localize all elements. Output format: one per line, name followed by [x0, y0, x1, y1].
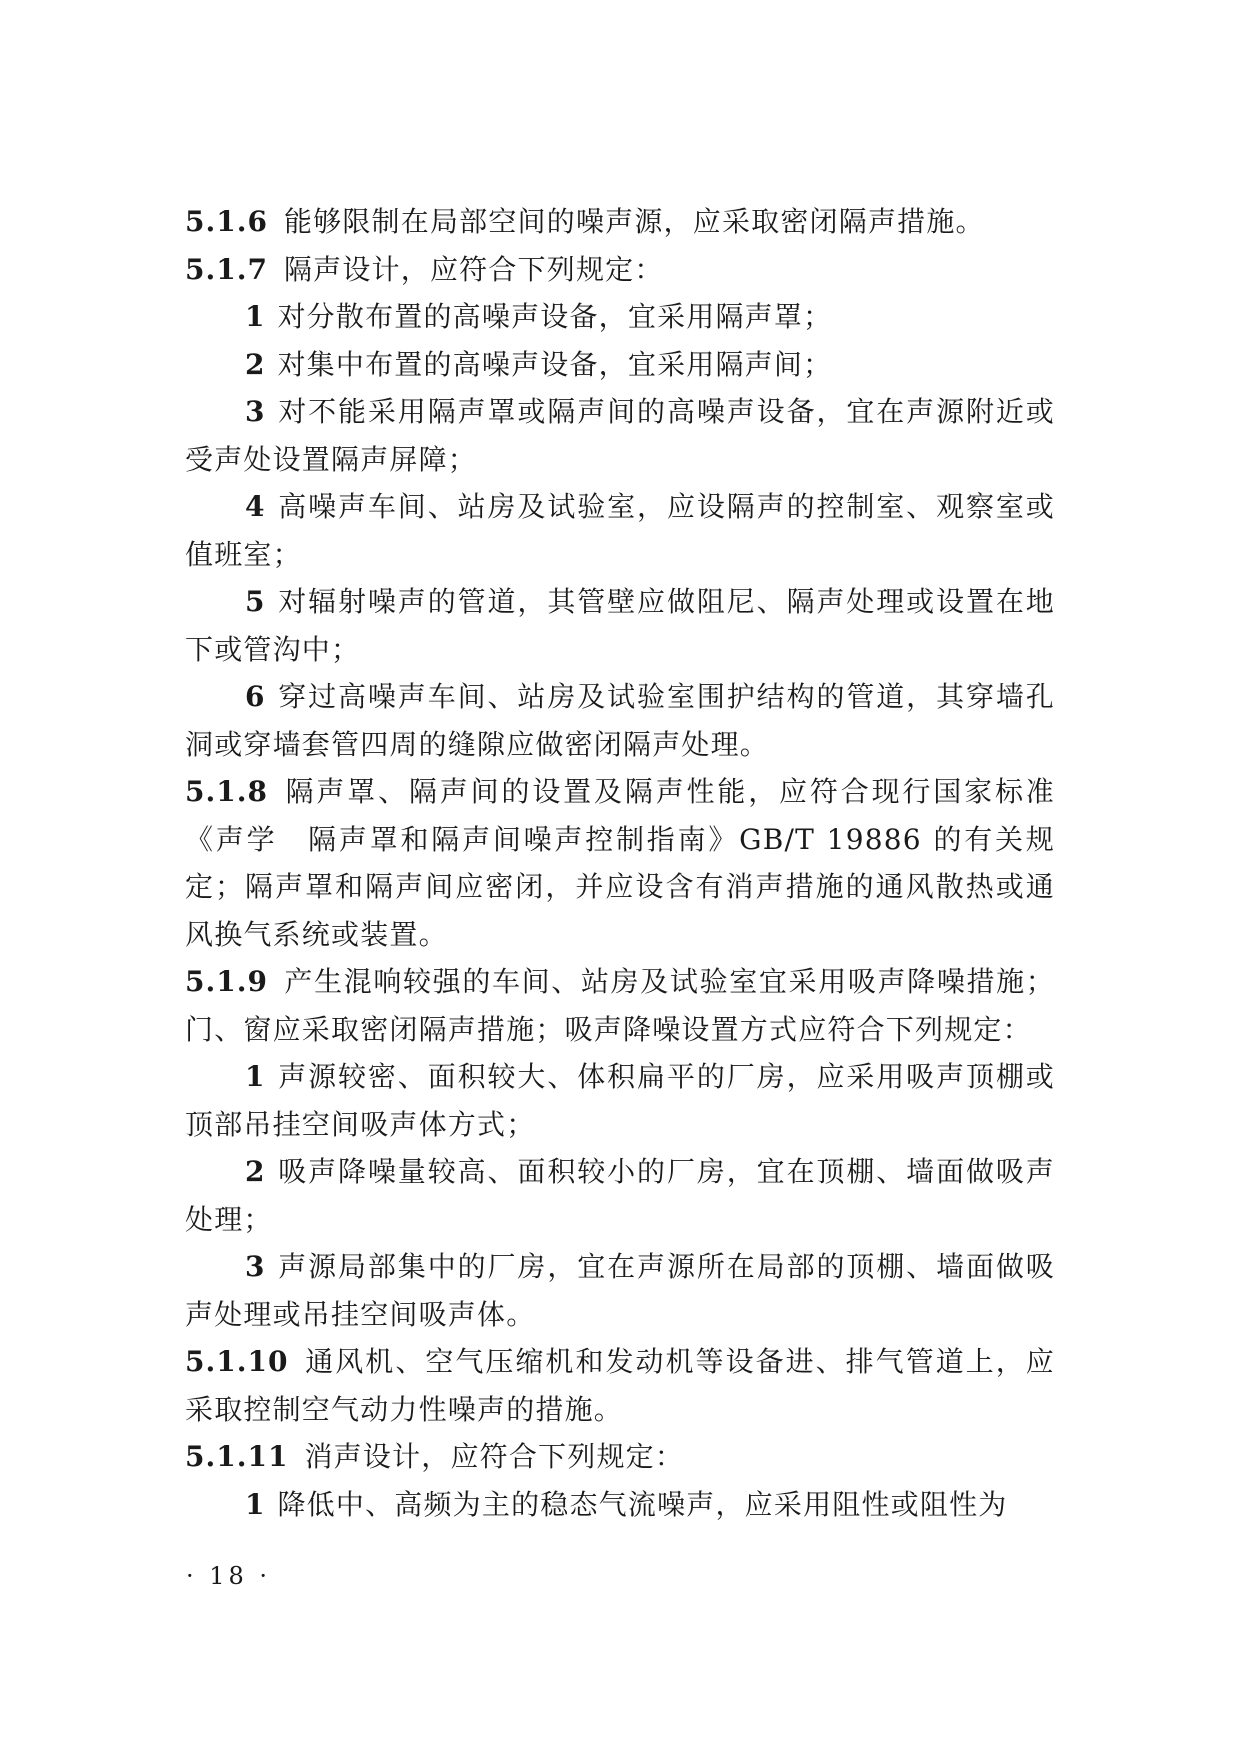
- list-item: [185, 673, 1055, 768]
- item-number: 1: [245, 1060, 266, 1093]
- clause-text: 能够限制在局部空间的噪声源，应采取密闭隔声措施。: [283, 205, 985, 238]
- item-number: 6: [245, 680, 266, 713]
- item-text: 声源局部集中的厂房，宜在声源所在局部的顶棚、墙面做吸声处理或吊挂空间吸声体。: [185, 1250, 1055, 1331]
- item-text: 对辐射噪声的管道，其管壁应做阻尼、隔声处理或设置在地下或管沟中；: [185, 585, 1055, 666]
- page-number: · 18 ·: [186, 1562, 272, 1590]
- item-text: 对不能采用隔声罩或隔声间的高噪声设备，宜在声源附近或受声处设置隔声屏障；: [185, 395, 1055, 476]
- clause-number: 5.1.9: [185, 965, 268, 998]
- list-item: [185, 1243, 1055, 1338]
- list-item: [185, 578, 1055, 673]
- clause-text: 隔声罩、隔声间的设置及隔声性能，应符合现行国家标准《声学 隔声罩和隔声间噪声控制指南》GB/T 19886 的有关规定；隔声罩和隔声间应密闭，并应设含有消声措施的通风散热或通风换气系统或装置。: [185, 775, 1055, 951]
- clause-text: 消声设计，应符合下列规定：: [304, 1440, 685, 1473]
- clause-5-1-7: [185, 246, 1055, 294]
- item-number: 2: [245, 347, 266, 381]
- list-item: [185, 388, 1055, 483]
- item-number: 5: [245, 585, 266, 618]
- list-item: [185, 483, 1055, 578]
- item-text: 高噪声车间、站房及试验室，应设隔声的控制室、观察室或值班室；: [185, 490, 1055, 571]
- list-item: [185, 1053, 1055, 1148]
- item-text: 吸声降噪量较高、面积较小的厂房，宜在顶棚、墙面做吸声处理；: [185, 1155, 1055, 1236]
- item-number: 1: [245, 300, 266, 333]
- list-item: [185, 1148, 1055, 1243]
- clause-5-1-6: [185, 198, 1055, 246]
- clause-text: 产生混响较强的车间、站房及试验室宜采用吸声降噪措施；门、窗应采取密闭隔声措施；吸声降噪设置方式应符合下列规定：: [185, 965, 1055, 1046]
- item-text: 降低中、高频为主的稳态气流噪声，应采用阻性或阻性为: [277, 1487, 1008, 1521]
- clause-5-1-10: [185, 1338, 1055, 1433]
- item-text: 声源较密、面积较大、体积扁平的厂房，应采用吸声顶棚或顶部吊挂空间吸声体方式；: [185, 1060, 1055, 1141]
- item-number: 3: [245, 1250, 266, 1283]
- item-number: 2: [245, 1155, 266, 1188]
- clause-number: 5.1.8: [185, 775, 268, 808]
- clause-text: 隔声设计，应符合下列规定：: [283, 252, 664, 286]
- clause-5-1-11: [185, 1433, 1055, 1481]
- list-item: [185, 341, 1055, 389]
- list-item: [185, 293, 1055, 341]
- item-text: 对集中布置的高噪声设备，宜采用隔声间；: [277, 347, 833, 381]
- clause-number: 5.1.7: [185, 252, 268, 286]
- item-number: 4: [245, 490, 266, 523]
- clause-number: 5.1.10: [185, 1345, 289, 1378]
- clause-5-1-9: [185, 958, 1055, 1053]
- item-number: 3: [245, 395, 266, 428]
- document-body: [185, 198, 1055, 1528]
- list-item: [185, 1481, 1055, 1529]
- item-text: 对分散布置的高噪声设备，宜采用隔声罩；: [277, 300, 833, 333]
- clause-number: 5.1.6: [185, 205, 268, 238]
- item-text: 穿过高噪声车间、站房及试验室围护结构的管道，其穿墙孔洞或穿墙套管四周的缝隙应做密闭隔声处理。: [185, 680, 1055, 761]
- clause-5-1-8: [185, 768, 1055, 958]
- clause-text: 通风机、空气压缩机和发动机等设备进、排气管道上，应采取控制空气动力性噪声的措施。: [185, 1345, 1055, 1426]
- item-number: 1: [245, 1487, 266, 1521]
- clause-number: 5.1.11: [185, 1440, 289, 1473]
